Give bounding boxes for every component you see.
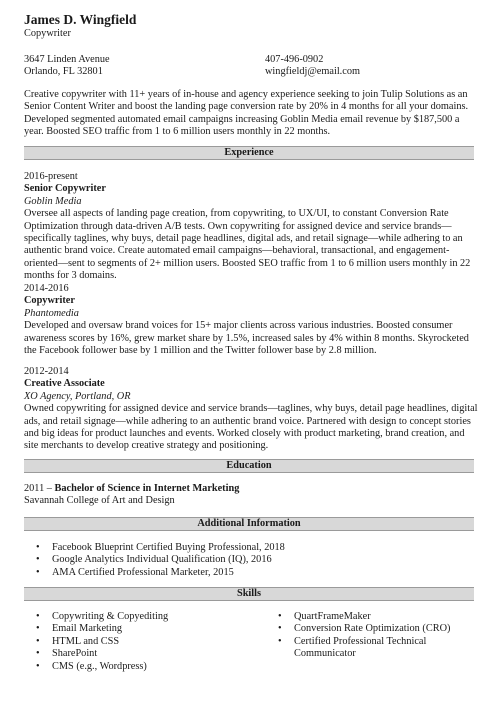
summary-paragraph: Creative copywriter with 11+ years of in-house and agency experience seeking to join Tulip Solutions as an Senior Content Writer and boost the landing page conversion rate by 20% in 4 months for all your domains. Developed segmented automated email campaigns increasing Goblin Media email revenue by $187,500 a year. Boosted SEO traffic from 1 to 6 million users monthly in 22 months. xyxy=(24,89,469,138)
education-year: 2011 – xyxy=(24,483,52,494)
candidate-title: Copywriter xyxy=(24,28,71,39)
experience-description: Developed and oversaw brand voices for 15+ major clients across various industries. Boosted consumer awareness scores by 16%, grew market share by 1.5%, increased sales by 4% within 8 months. Skyrocketed the Facebook follower base by 1 million and the Twitter follower base by 2.8 million. xyxy=(24,320,469,357)
section-header-additional: Additional Information xyxy=(24,517,474,531)
education-degree-line xyxy=(24,483,480,495)
email-address[interactable]: wingfieldj@email.com xyxy=(265,66,360,78)
education-degree: Bachelor of Science in Internet Marketing xyxy=(54,483,240,494)
address-block xyxy=(24,54,110,79)
candidate-name: James D. Wingfield xyxy=(24,12,137,27)
skill-item: • SharePoint xyxy=(24,648,264,660)
skills-list-left xyxy=(24,611,264,673)
skill-item: • Conversion Rate Optimization (CRO) xyxy=(266,623,480,635)
skill-item: • Email Marketing xyxy=(24,623,264,635)
education-school: Savannah College of Art and Design xyxy=(24,495,175,507)
experience-dates: 2012-2014 xyxy=(24,366,69,377)
experience-entry xyxy=(24,171,480,283)
additional-list xyxy=(24,542,480,579)
experience-description: Oversee all aspects of landing page creation, from copywriting, to UX/UI, to constant Conversion Rate Optimization through data-driven A/B tests. Own copywriting for assigned device and service brands—specifically taglines, why buys, detail page headlines, digital ads, and retail signage—while adhering to an authentic brand voice. Create automated email campaigns—behavioral, transactional, and engagement-oriented—sent to segments of 2+ million users. Boosted SEO traffic from 1 to 6 million users monthly in 22 months for 3 domains. xyxy=(24,208,471,282)
skill-item: • Copywriting & Copyediting xyxy=(24,611,264,623)
skills-list-right xyxy=(266,611,480,661)
address-line: 3647 Linden Avenue xyxy=(24,54,110,65)
additional-item: • Facebook Blueprint Certified Buying Professional, 2018 xyxy=(24,542,480,554)
additional-item: • AMA Certified Professional Marketer, 2015 xyxy=(24,567,480,579)
experience-entry xyxy=(24,366,480,453)
contact-block xyxy=(265,54,360,79)
experience-company: Goblin Media xyxy=(24,195,82,207)
section-header-education: Education xyxy=(24,459,474,473)
experience-description: Owned copywriting for assigned device and service brands—taglines, why buys, detail page headlines, digital ads, and retail signage—while adhering to an authentic brand voice. Partnered with design to concept stories and big ideas for product launches and events. Worked closely with product marketing, brand creation, and site merchants to develop creative strategy and positioning. xyxy=(24,403,478,452)
skill-item: • CMS (e.g., Wordpress) xyxy=(24,661,264,673)
experience-company: XO Agency, Portland, OR xyxy=(24,390,131,402)
skill-item: • Certified Professional Technical Communicator xyxy=(266,636,480,661)
experience-dates: 2014-2016 xyxy=(24,283,69,294)
experience-role: Senior Copywriter xyxy=(24,183,106,195)
section-header-skills: Skills xyxy=(24,587,474,601)
section-header-experience: Experience xyxy=(24,146,474,160)
experience-company: Phantomedia xyxy=(24,307,79,319)
additional-item: • Google Analytics Individual Qualification (IQ), 2016 xyxy=(24,554,480,566)
experience-entry xyxy=(24,283,480,357)
skill-item: • HTML and CSS xyxy=(24,636,264,648)
experience-role: Creative Associate xyxy=(24,378,105,390)
phone-number: 407-496-0902 xyxy=(265,54,324,65)
address-line: Orlando, FL 32801 xyxy=(24,66,103,78)
education-entry xyxy=(24,483,480,508)
experience-dates: 2016-present xyxy=(24,171,78,182)
skill-item: • QuartFrameMaker xyxy=(266,611,480,623)
experience-role: Copywriter xyxy=(24,295,75,307)
